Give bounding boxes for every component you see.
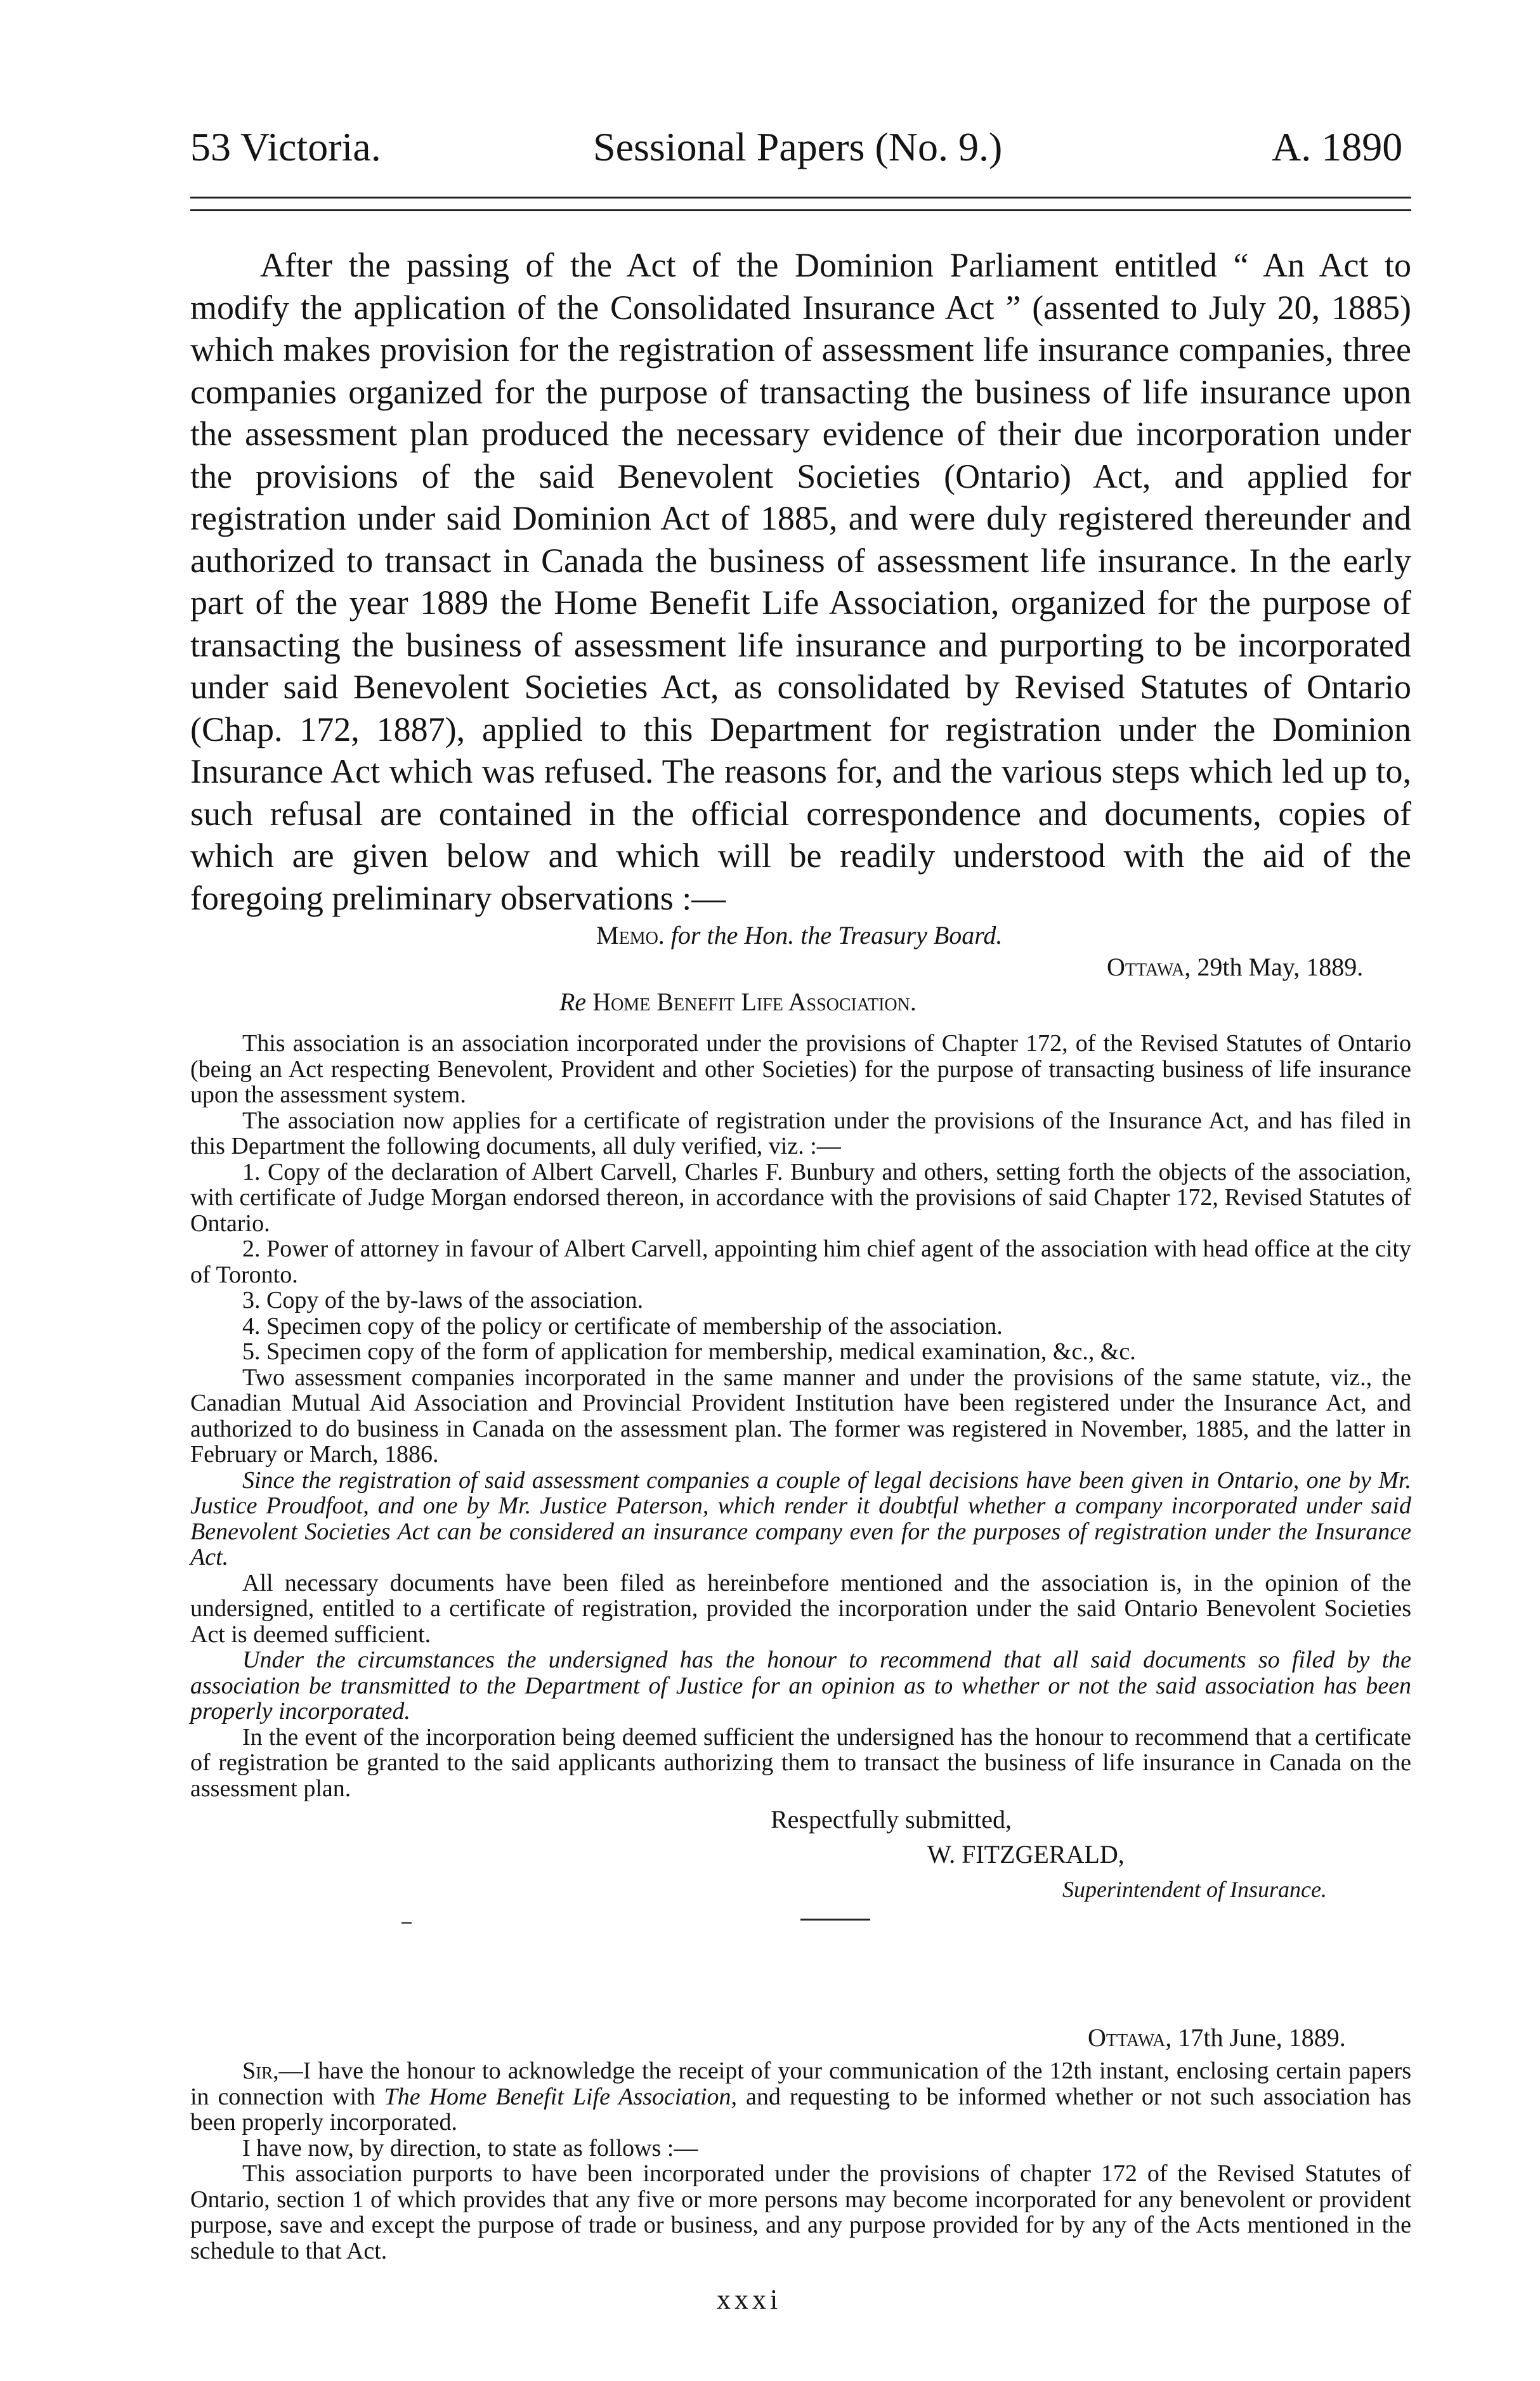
memo-paragraph: All necessary documents have been filed as hereinbefore mentioned and the association is, in the opinion of the undersigned, entitled to a certificate of registration, provided the incorporation under the said Ontario Benevolent Societies Act is deemed sufficient. (190, 1569, 1411, 1648)
letter-salutation: Sir, (242, 2058, 279, 2084)
letter-text: and requesting to be informed whether or not such association has been properly incorporated. (190, 2083, 1412, 2136)
memo-place: Ottawa, (1107, 953, 1191, 981)
running-header-left: 53 Victoria. (190, 124, 381, 169)
memo-body (190, 1031, 1411, 1801)
memo-dateline (1107, 951, 1363, 983)
memo-label: Memo. (596, 921, 665, 949)
memo-signatory: W. FITZGERALD, (927, 1840, 1125, 1869)
memo-list-item: 3. Copy of the by-laws of the association. (242, 1287, 644, 1314)
memo-list-item: 1. Copy of the declaration of Albert Carvell, Charles F. Bunbury and others, setting forth the objects of the association, with certificate of Judge Morgan endorsed thereon, in accordance with the provisions of said Chapter 172, Revised Statutes of Ontario. (190, 1158, 1411, 1237)
memo-paragraph: In the event of the incorporation being deemed sufficient the undersigned has the honour to recommend that a certificate of registration be granted to the said applicants authorizing them to transact the business of life insurance in Canada on the assessment plan. (190, 1723, 1411, 1802)
letter-paragraph (190, 2058, 1411, 2136)
memo-list-item: 4. Specimen copy of the policy or certificate of membership of the association. (242, 1312, 1003, 1340)
letter-association-name: The Home Benefit Life Association, (384, 2083, 738, 2110)
memo-title (596, 920, 1002, 951)
header-rule-bottom (190, 209, 1411, 211)
letter-body (190, 2058, 1411, 2264)
memo-paragraph: This association is an association incorporated under the provisions of Chapter 172, of the Revised Statutes of Ontario (being an Act respecting Benevolent, Provident and other Societies) for the purpose of transacting business of life insurance upon the assessment system. (190, 1030, 1411, 1108)
intro-paragraph: After the passing of the Act of the Dominion Parliament entitled “ An Act to modify the application of the Consolidated Insurance Act ” (assented to July 20, 1885) which makes provision for the registration of assessment life insurance companies, three companies organized for the purpose of transacting the business of life insurance upon the assessment plan produced the necessary evidence of their due incorporation under the provisions of the said Benevolent Societies (Ontario) Act, and applied for registration under said Dominion Act of 1885, and were duly registered thereunder and authorized to transact in Canada the business of assessment life insurance. In the early part of the year 1889 the Home Benefit Life Association, organized for the purpose of transacting the business of assessment life insurance and purporting to be incorporated under said Benevolent Societies Act, as consolidated by Revised Statutes of Ontario (Chap. 172, 1887), applied to this Department for registration under the Dominion Insurance Act which was refused. The reasons for, and the various steps which led up to, such refusal are contained in the official correspondence and documents, copies of which are given below and which will be readily understood with the aid of the foregoing preliminary observations :— (190, 246, 1411, 917)
memo-closing: Respectfully submitted, (771, 1805, 1012, 1834)
memo-date: 29th May, 1889. (1197, 953, 1364, 981)
section-divider (800, 1919, 870, 1921)
memo-paragraph: The association now applies for a certificate of registration under the provisions of the Insurance Act, and has filed in this Department the following documents, all duly verified, viz. :— (190, 1107, 1411, 1159)
memo-paragraph-italic: Since the registration of said assessment companies a couple of legal decisions have been given in Ontario, one by Mr. Justice Proudfoot, and one by Mr. Justice Paterson, which render it doubtful whether a company incorporated under said Benevolent Societies Act can be considered an insurance company even for the purposes of registration under the Insurance Act. (190, 1466, 1411, 1570)
letter-date: 17th June, 1889. (1178, 2023, 1346, 2052)
letter-dateline (1088, 2022, 1346, 2054)
memo-re-subject: Home Benefit Life Association. (592, 988, 917, 1016)
page-number: xxxi (717, 2284, 782, 2315)
letter-paragraph: I have now, by direction, to state as follows :— (242, 2134, 698, 2162)
letter-paragraph: This association purports to have been incorporated under the provisions of chapter 172 of the Revised Statutes of Ontario, section 1 of which provides that any five or more persons may become incorporated for any benevolent or provident purpose, save and except the purpose of trade or business, and any purpose provided for by any of the Acts mentioned in the schedule to that Act. (190, 2160, 1411, 2264)
stray-mark (401, 1922, 412, 1924)
memo-signatory-title: Superintendent of Insurance. (1062, 1877, 1327, 1902)
memo-subject (559, 986, 917, 1018)
memo-list-item: 5. Specimen copy of the form of application for membership, medical examination, &c., &c. (242, 1338, 1136, 1365)
memo-recipient: for the Hon. the Treasury Board. (670, 921, 1003, 949)
memo-list-item: 2. Power of attorney in favour of Albert Carvell, appointing him chief agent of the association with head office at the city of Toronto. (190, 1236, 1411, 1288)
letter-place: Ottawa, (1088, 2023, 1172, 2052)
header-rule-top (190, 197, 1411, 199)
memo-paragraph: Two assessment companies incorporated in the same manner and under the provisions of the same statute, viz., the Canadian Mutual Aid Association and Provincial Provident Institution have been registered under the Insurance Act, and authorized to do business in Canada on the assessment plan. The former was registered in November, 1885, and the latter in February or March, 1886. (190, 1364, 1411, 1468)
memo-paragraph-italic: Under the circumstances the undersigned has the honour to recommend that all said documents so filed by the association be transmitted to the Department of Justice for an opinion as to whether or not the said association has been properly incorporated. (190, 1647, 1411, 1725)
memo-re-label: Re (559, 988, 587, 1016)
running-header-year: A. 1890 (1272, 124, 1403, 169)
running-header-title: Sessional Papers (No. 9.) (593, 124, 1003, 169)
letter-text: —I have the honour to acknowledge the receipt of your communication of the 12th instant, enclosing certain papers in connection with (190, 2058, 1411, 2110)
